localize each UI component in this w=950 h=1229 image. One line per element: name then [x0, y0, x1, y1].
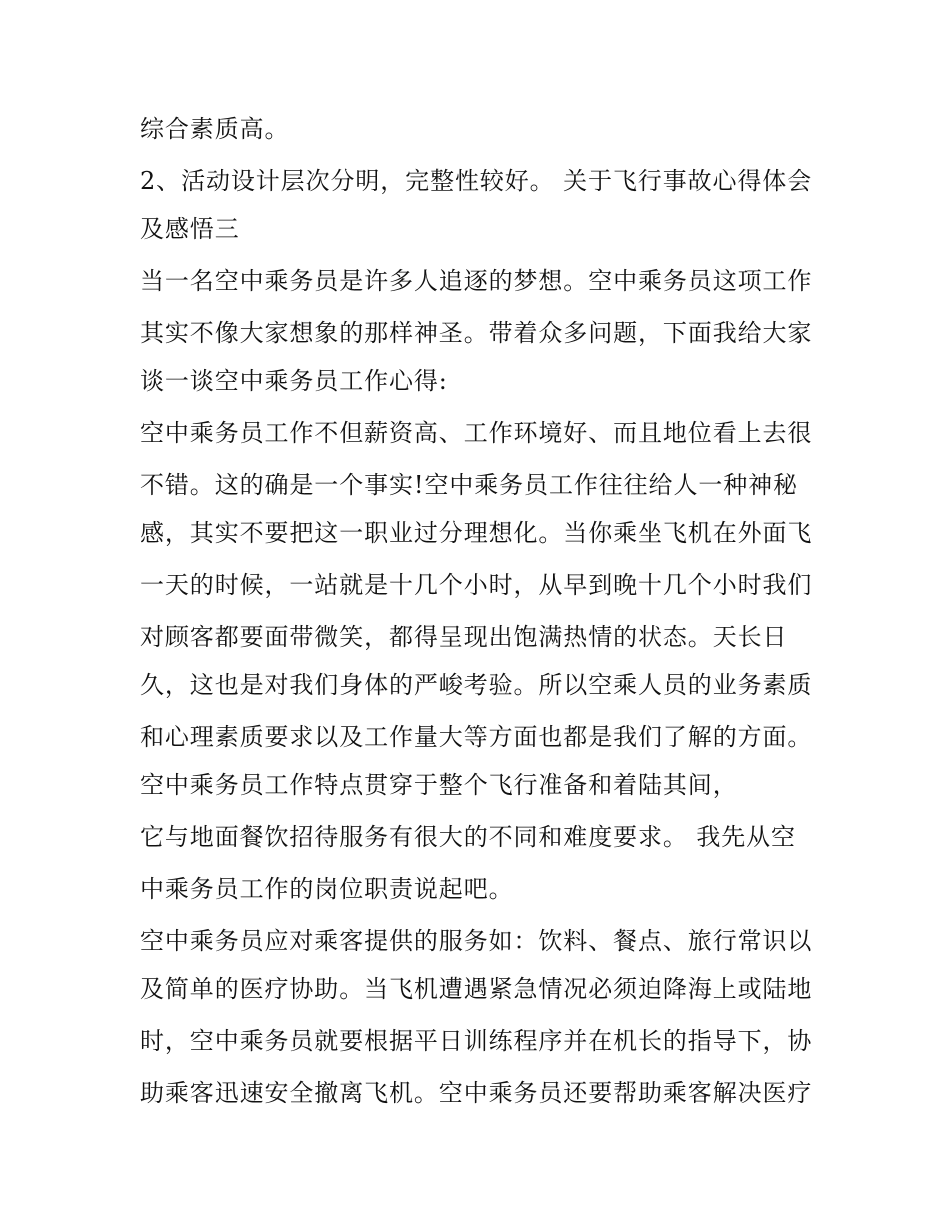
text-line: 谈一谈空中乘务员工作心得:	[140, 367, 448, 395]
text-line: 对顾客都要面带微笑，都得呈现出饱满热情的状态。天长日	[140, 623, 788, 651]
text-line: 一天的时候，一站就是十几个小时，从早到晚十几个小时我们	[140, 571, 813, 599]
text-line: 久，这也是对我们身体的严峻考验。所以空乘人员的业务素质	[140, 671, 813, 699]
text-line: 空中乘务员应对乘客提供的服务如：饮料、餐点、旅行常识以	[140, 927, 813, 955]
text-line: 它与地面餐饮招待服务有很大的不同和难度要求。 我先从空	[140, 823, 796, 851]
text-line: 2、活动设计层次分明，完整性较好。 关于飞行事故心得体会	[140, 167, 813, 195]
text-line: 其实不像大家想象的那样神圣。带着众多问题，下面我给大家	[140, 319, 813, 347]
text-line: 感，其实不要把这一职业过分理想化。当你乘坐飞机在外面飞	[140, 519, 813, 547]
text-line: 当一名空中乘务员是许多人追逐的梦想。空中乘务员这项工作	[140, 267, 813, 295]
text-line: 综合素质高。	[140, 115, 290, 143]
text-line: 空中乘务员工作不但薪资高、工作环境好、而且地位看上去很	[140, 419, 813, 447]
text-line: 助乘客迅速安全撤离飞机。空中乘务员还要帮助乘客解决医疗	[140, 1079, 813, 1107]
text-line: 中乘务员工作的岗位职责说起吧。	[140, 875, 514, 903]
text-line: 空中乘务员工作特点贯穿于整个飞行准备和着陆其间，	[140, 771, 738, 799]
text-line: 不错。这的确是一个事实!空中乘务员工作往往给人一种神秘	[140, 471, 798, 499]
text-line: 和心理素质要求以及工作量大等方面也都是我们了解的方面。	[140, 723, 813, 751]
text-line: 及感悟三	[140, 215, 240, 243]
text-line: 及简单的医疗协助。当飞机遭遇紧急情况必须迫降海上或陆地	[140, 975, 813, 1003]
text-line: 时，空中乘务员就要根据平日训练程序并在机长的指导下，协	[140, 1027, 813, 1055]
